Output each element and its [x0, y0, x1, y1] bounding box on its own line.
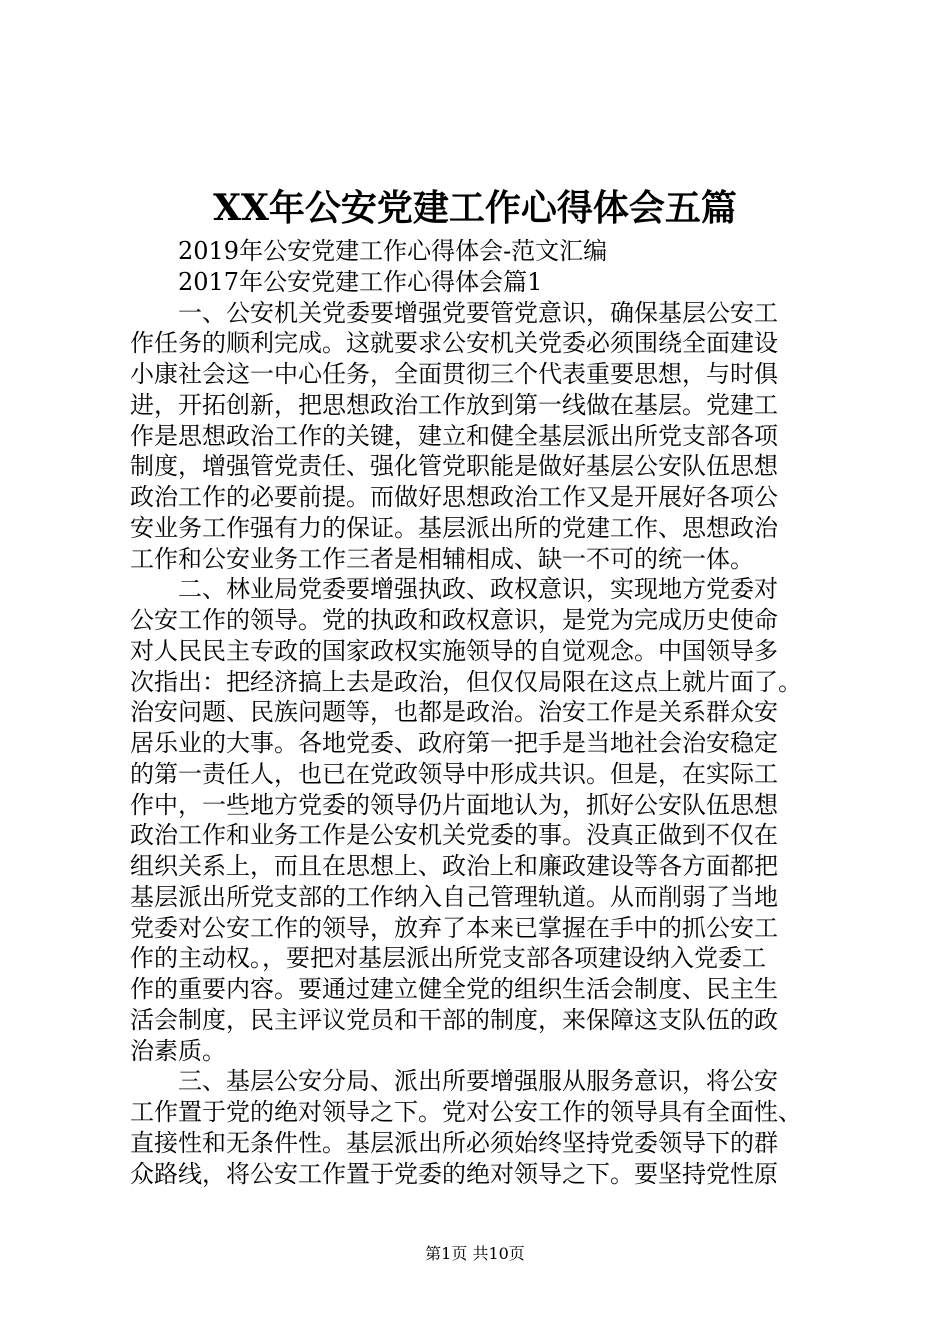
body-text-line: 2019年公安党建工作心得体会-范文汇编	[130, 237, 608, 265]
body-text-line: 工作置于党的绝对领导之下。党对公安工作的领导具有全面性、	[130, 1098, 802, 1126]
document-body	[130, 236, 830, 1189]
body-text-line: 作中，一些地方党委的领导仍片面地认为，抓好公安队伍思想	[130, 790, 778, 819]
page-footer: 第1页 共10页	[425, 1244, 525, 1263]
body-text-line: 制度，增强管党责任、强化管党职能是做好基层公安队伍思想	[130, 452, 778, 481]
body-text-line: 居乐业的大事。各地党委、政府第一把手是当地社会治安稳定	[130, 729, 778, 757]
body-text-line: 对人民民主专政的国家政权实施领导的自觉观念。中国领导多	[130, 636, 778, 665]
document-title: XX年公安党建工作心得体会五篇	[213, 187, 737, 229]
body-text-line: 次指出：把经济搞上去是政治，但仅仅局限在这点上就片面了。	[130, 667, 802, 696]
body-text-line: 一、公安机关党委要增强党要管党意识，确保基层公安工	[130, 298, 778, 327]
body-text-line: 小康社会这一中心任务，全面贯彻三个代表重要思想，与时俱	[130, 360, 778, 388]
body-text-line: 治安问题、民族问题等，也都是政治。治安工作是关系群众安	[130, 698, 778, 727]
body-text-line: 组织关系上，而且在思想上、政治上和廉政建设等各方面都把	[130, 852, 778, 880]
body-text-line: 治素质。	[130, 1036, 226, 1065]
body-text-line: 工作和公安业务工作三者是相辅相成、缺一不可的统一体。	[130, 544, 754, 573]
body-text-line: 二、林业局党委要增强执政、政权意识，实现地方党委对	[130, 575, 778, 604]
body-text-line: 安业务工作强有力的保证。基层派出所的党建工作、思想政治	[130, 513, 778, 542]
body-text-line: 党委对公安工作的领导，放弃了本来已掌握在手中的抓公安工	[130, 913, 778, 942]
body-text-line: 众路线，将公安工作置于党委的绝对领导之下。要坚持党性原	[130, 1159, 778, 1188]
body-text-line: 作是思想政治工作的关键，建立和健全基层派出所党支部各项	[130, 421, 778, 450]
body-text-line: 直接性和无条件性。基层派出所必须始终坚持党委领导下的群	[130, 1128, 778, 1157]
body-text-line: 三、基层公安分局、派出所要增强服从服务意识，将公安	[130, 1067, 778, 1096]
body-text-line: 基层派出所党支部的工作纳入自己管理轨道。从而削弱了当地	[130, 882, 778, 911]
body-text-line: 2017年公安党建工作心得体会篇1	[130, 267, 543, 296]
body-text-line: 作任务的顺利完成。这就要求公安机关党委必须围绕全面建设	[130, 329, 778, 358]
body-text-line: 活会制度，民主评议党员和干部的制度，来保障这支队伍的政	[130, 1005, 778, 1034]
body-text-line: 公安工作的领导。党的执政和政权意识，是党为完成历史使命	[130, 606, 778, 634]
body-text-line: 政治工作和业务工作是公安机关党委的事。没真正做到不仅在	[130, 821, 778, 850]
body-text-line: 作的重要内容。要通过建立健全党的组织生活会制度、民主生	[130, 975, 778, 1003]
body-text-line: 的第一责任人，也已在党政领导中形成共识。但是，在实际工	[130, 759, 778, 788]
body-text-line: 政治工作的必要前提。而做好思想政治工作又是开展好各项公	[130, 483, 778, 511]
body-text-line: 作的主动权。，要把对基层派出所党支部各项建设纳入党委工	[130, 944, 766, 973]
body-text-line: 进，开拓创新，把思想政治工作放到第一线做在基层。党建工	[130, 390, 778, 419]
